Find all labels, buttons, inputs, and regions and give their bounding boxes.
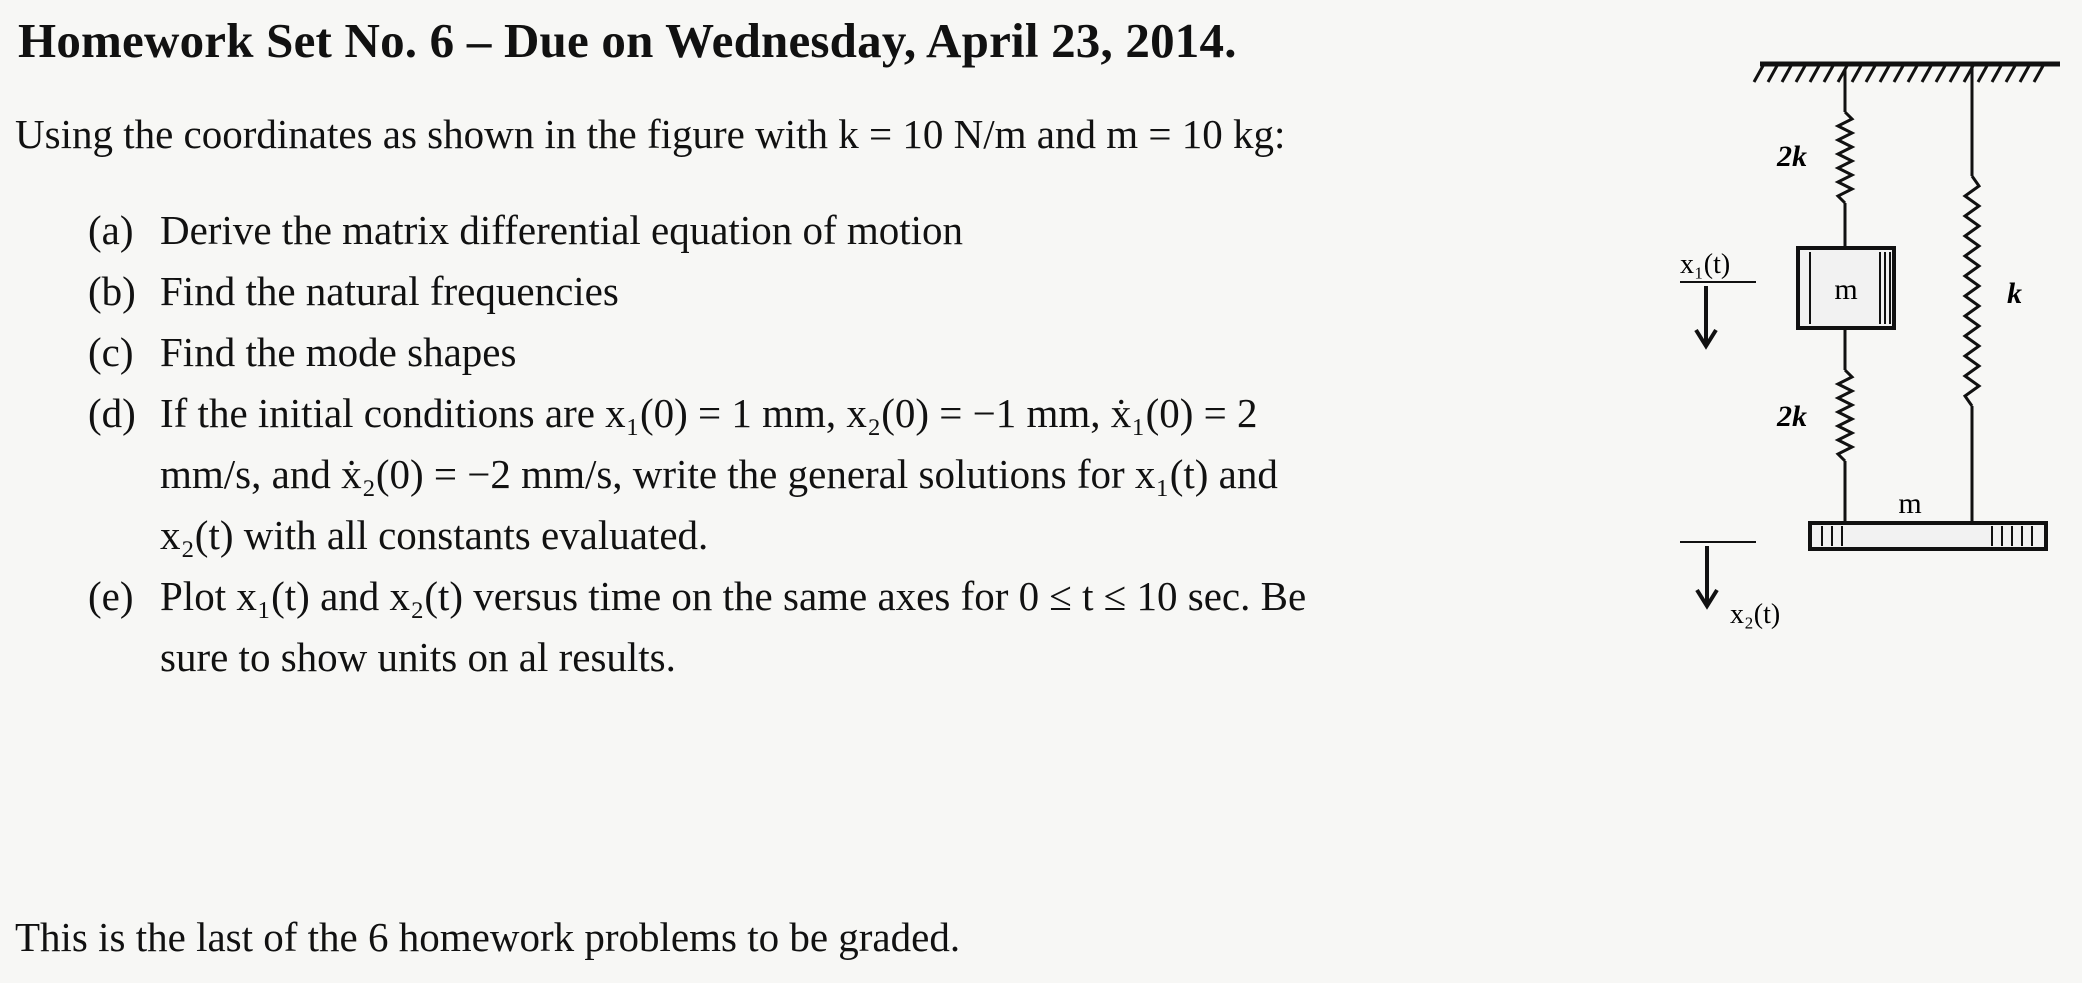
problem-e-line-1: Plot x₁(t) and x₂(t) versus time on the same axes for 0 ≤ t ≤ 10 sec. Be	[160, 573, 1307, 619]
problem-text-d	[160, 383, 1648, 566]
problem-intro: Using the coordinates as shown in the figure with k = 10 N/m and m = 10 kg:	[15, 111, 1286, 157]
problem-d-line-2: mm/s, and ẋ₂(0) = −2 mm/s, write the general solutions for x₁(t) and	[160, 451, 1278, 497]
problem-d-line-1: If the initial conditions are x₁(0) = 1 mm, x₂(0) = −1 mm, ẋ₁(0) = 2	[160, 390, 1258, 436]
upper-left-spring	[1838, 70, 1852, 250]
grading-note: This is the last of the 6 homework problems to be graded.	[15, 914, 961, 960]
problem-item-b	[88, 261, 1648, 322]
problem-c-line-1: Find the mode shapes	[160, 329, 517, 375]
upper-mass-label: m	[1834, 273, 1858, 306]
problem-label-d: (d)	[88, 390, 136, 436]
problem-text-b	[160, 261, 1648, 322]
x2-label: x₂(t)	[1730, 599, 1781, 630]
upper-spring-label: 2k	[1777, 140, 1807, 173]
problem-text-a	[160, 200, 1648, 261]
lower-left-spring	[1838, 328, 1852, 523]
problem-list	[88, 200, 1648, 688]
problem-text-c	[160, 322, 1648, 383]
right-spring	[1965, 64, 1979, 523]
problem-item-c	[88, 322, 1648, 383]
problem-label-c: (c)	[88, 329, 134, 375]
x2-displacement-arrow	[1680, 542, 1780, 630]
problem-a-line-1: Derive the matrix differential equation of motion	[160, 207, 964, 253]
problem-text-e	[160, 566, 1648, 688]
ceiling-support	[1754, 64, 2060, 82]
problem-item-e	[88, 566, 1648, 688]
problem-label-b: (b)	[88, 268, 136, 314]
x1-displacement-arrow	[1680, 249, 1756, 346]
problem-label-e: (e)	[88, 573, 134, 619]
problem-label-a: (a)	[88, 207, 134, 253]
lower-spring-label: 2k	[1777, 400, 1807, 433]
homework-title: Homework Set No. 6 – Due on Wednesday, April 23, 2014.	[18, 13, 1237, 68]
lower-mass-label: m	[1898, 487, 1922, 520]
problem-d-line-3: x₂(t) with all constants evaluated.	[160, 512, 709, 558]
spring-mass-diagram	[1680, 20, 2080, 670]
right-spring-label: k	[2007, 277, 2022, 310]
problem-item-d	[88, 383, 1648, 566]
x1-label: x₁(t)	[1680, 249, 1731, 280]
upper-mass-block	[1798, 248, 1894, 328]
problem-item-a	[88, 200, 1648, 261]
problem-e-line-2: sure to show units on al results.	[160, 634, 676, 680]
problem-b-line-1: Find the natural frequencies	[160, 268, 619, 314]
